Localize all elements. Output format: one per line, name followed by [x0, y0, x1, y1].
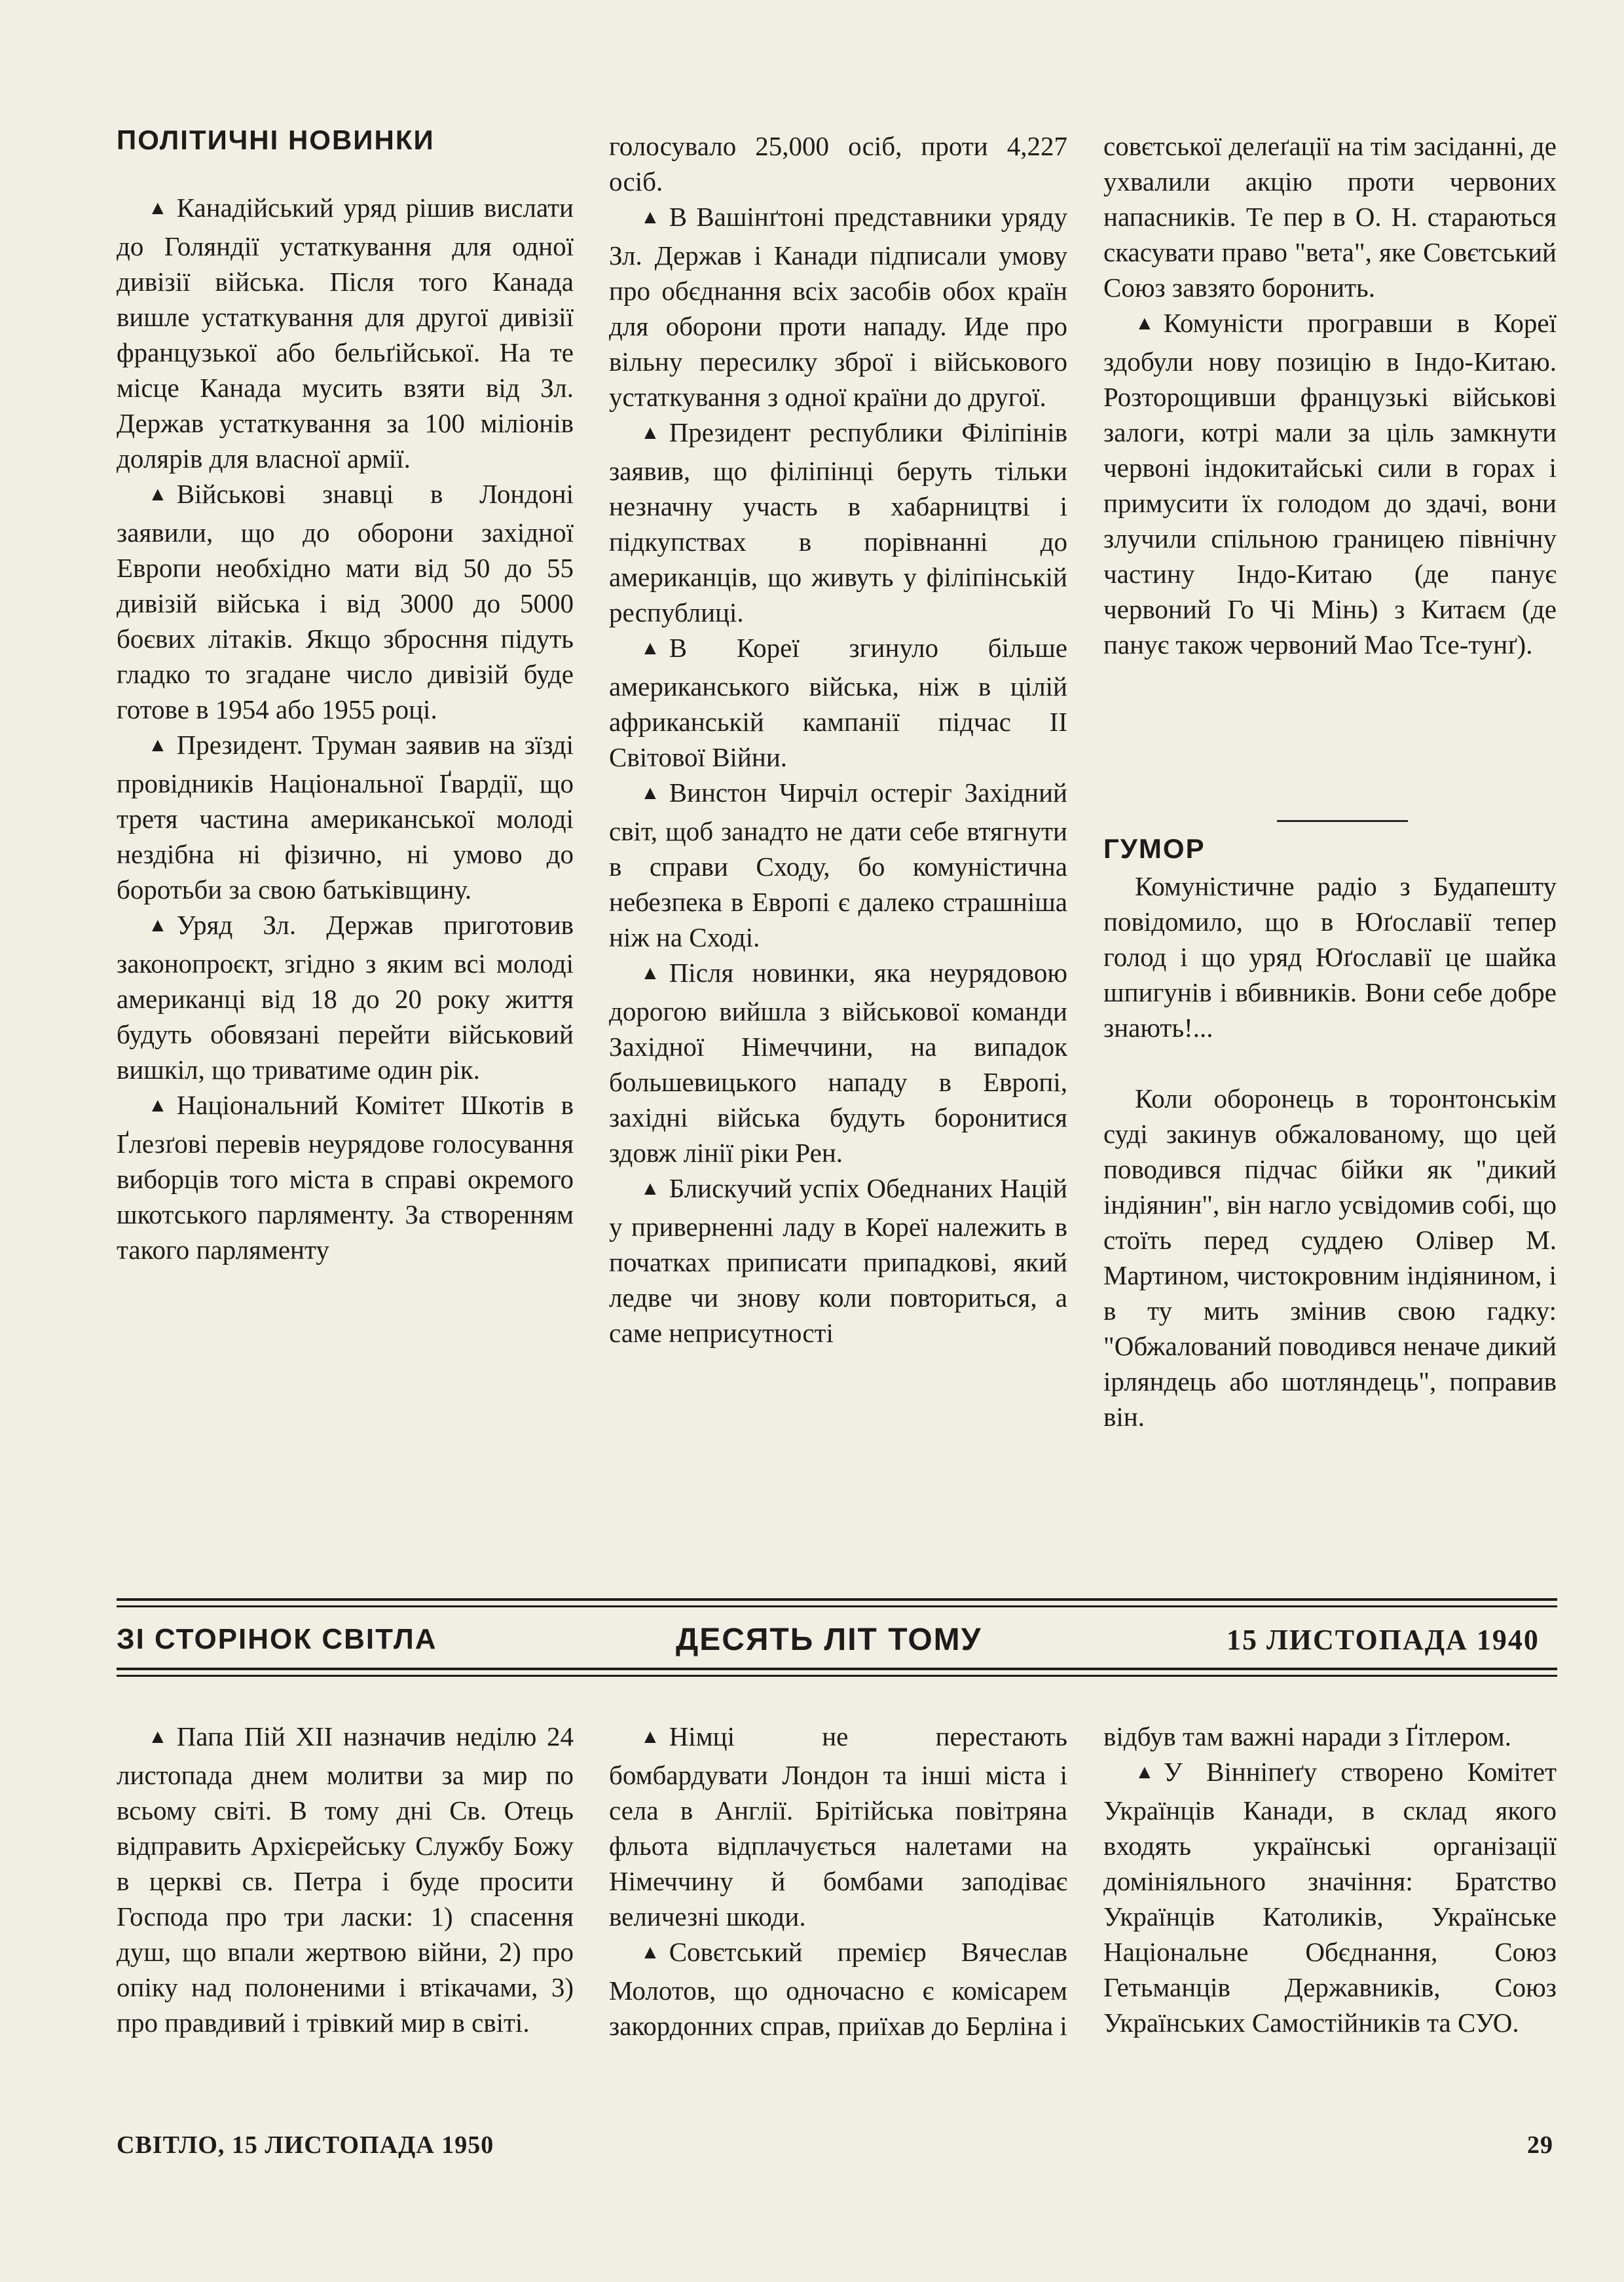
triangle-bullet-icon: ▲ — [148, 1726, 168, 1748]
news-item: ▲ Військові знавці в Лондоні заявили, що до оборони західної Европи необхідно мати від 50 до 55 дивізій війська і від 3000 до 5000 боєвих літаків. Якщо збросння підуть гладко то згадане число дивізій буде готове в 1954 або 1955 році. — [117, 476, 574, 727]
news-item: ▲ Винстон Чирчіл остеріг Західний світ, щоб занадто не дати себе втягнути в справи Сходу, бо комуністична небезпека в Европі є далеко страшніша ніж на Сході. — [609, 775, 1067, 955]
bottom-column-2 — [609, 1719, 1067, 2044]
triangle-bullet-icon: ▲ — [1135, 1761, 1154, 1783]
top-column-1 — [117, 124, 574, 1267]
continued-text: совєтської делеґації на тім засіданні, де ухвалили акцію проти червоних напасників. Те пер в О. Н. стараються скасувати право "вета", яке Совєтський Союз завзято боронить. — [1103, 131, 1557, 303]
section-title-ten-years-ago: ДЕСЯТЬ ЛІТ ТОМУ — [676, 1622, 982, 1657]
news-item: ▲ Канадійський уряд рішив вислати до Голяндії устаткування для одної дивізії війська. Після того Канада вишле устаткування для другої дивізії французької або бельґійської. На те місце Канада мусить взяти від Зл. Держав устаткування за 100 міліонів долярів для власної армії. — [117, 190, 574, 476]
news-item: ▲ Блискучий успіх Обеднаних Націй у приверненні ладу в Кореї належить в початках приписати припадкові, який ледве чи знову коли повториться, а саме неприсутності — [609, 1170, 1067, 1351]
triangle-bullet-icon: ▲ — [640, 962, 660, 984]
news-item: ▲ Президент. Труман заявив на зїзді провідників Національної Ґвардії, що третя частина американської молоді нездібна ні фізично, ні умово до боротьби за свою батьківщину. — [117, 727, 574, 907]
triangle-bullet-icon: ▲ — [148, 734, 168, 756]
news-item: ▲ Президент республики Філіпінів заявив, що філіпінці беруть тільки незначну участь в хабарництві і підкупствах в порівнанні до американців, що живуть у філіпінській республиці. — [609, 415, 1067, 630]
triangle-bullet-icon: ▲ — [640, 1726, 660, 1748]
humor-item: Комуністичне радіо з Будапешту повідомило, що в Юґославії тепер голод і що уряд Юґославії це шайка шпигунів і вбивників. Вони себе добре знають!... — [1103, 871, 1557, 1043]
triangle-bullet-icon: ▲ — [640, 1941, 660, 1963]
triangle-bullet-icon: ▲ — [148, 197, 168, 219]
section-heading-political-news: ПОЛІТИЧНІ НОВИНКИ — [117, 124, 435, 155]
triangle-bullet-icon: ▲ — [640, 206, 660, 228]
triangle-bullet-icon: ▲ — [148, 483, 168, 505]
triangle-bullet-icon: ▲ — [640, 782, 660, 804]
history-item: ▲ Папа Пій XII назначив неділю 24 листопада днем молитви за мир по всьому світі. В тому дні Св. Отець відправить Архієрейську Службу Божу в церкві св. Петра і буде просити Господа про три ласки: 1) спасення душ, що впали жертвою війни, 2) про опіку над полоненими і втікачами, 3) про правдивий і трівкий мир в світі. — [117, 1719, 574, 2040]
history-item: ▲ У Вінніпеґу створено Комітет Українців Канади, в склад якого входять українські організації домініяльного значіння: Братство Українців Католиків, Українське Національне Обєднання, Союз Гетьманців Державників, Союз Українських Самостійників та СУО. — [1103, 1754, 1557, 2040]
section-date: 15 ЛИСТОПАДА 1940 — [1227, 1624, 1540, 1656]
bottom-column-3 — [1103, 1719, 1557, 2040]
triangle-bullet-icon: ▲ — [148, 1094, 168, 1116]
footer-issue-date: СВІТЛО, 15 ЛИСТОПАДА 1950 — [117, 2131, 494, 2159]
news-item: ▲ В Кореї згинуло більше американського війська, ніж в цілій африканській кампанії підчас ІІ Світової Війни. — [609, 630, 1067, 775]
continued-text: відбув там важні наради з Ґітлером. — [1103, 1721, 1511, 1751]
continued-text: голосувало 25,000 осіб, проти 4,227 осіб. — [609, 131, 1067, 196]
section-heading-humor: ГУМОР — [1103, 833, 1206, 864]
top-column-3 — [1103, 128, 1557, 662]
news-item: ▲ Після новинки, яка неурядовою дорогою вийшла з військової команди Західної Німеччини, на випадок большевицького нападу в Европі, західні війська будуть боронитися здовж лінії ріки Рен. — [609, 955, 1067, 1170]
news-list-col1 — [117, 190, 574, 1267]
humor-item: Коли оборонець в торонтонськім суді закинув обжалованому, що цей поводився підчас бійки як "дикий індіянин", він нагло усвідомив собі, що стоїть перед суддею Олівер М. Мартином, чистокровним індіянином, і в ту мить змінив свою гадку: "Обжалований поводився неначе дикий ірляндець або шотляндець", поправив він. — [1103, 1083, 1557, 1432]
history-item: ▲ Німці не перестають бомбардувати Лондон та інші міста і села в Англії. Брітійська повітряна фльота відплачується налетами на Німеччину й бомбами заподіває величезні шкоди. — [609, 1719, 1067, 1934]
column-divider-rule — [1277, 820, 1408, 822]
triangle-bullet-icon: ▲ — [1135, 312, 1154, 334]
news-item: ▲ В Вашінґтоні представники уряду Зл. Держав і Канади підписали умову про обєднання всіх засобів обох країн для оборони проти нападу. Иде про вільну пересилку зброї і військового устаткування з одної країни до другої. — [609, 199, 1067, 415]
triangle-bullet-icon: ▲ — [640, 422, 660, 443]
section-rule-bottom — [117, 1668, 1557, 1677]
top-column-2 — [609, 128, 1067, 1351]
triangle-bullet-icon: ▲ — [148, 914, 168, 936]
news-item: ▲ Національний Комітет Шкотів в Ґлезґові перевів неурядове голосування виборців того міста в справі окремого шкотського парляменту. За створенням такого парляменту — [117, 1087, 574, 1267]
triangle-bullet-icon: ▲ — [640, 1178, 660, 1199]
news-item: ▲ Уряд Зл. Держав приготовив законопроєкт, згідно з яким всі молоді американці від 18 до 20 року життя будуть обовязані перейти військовий вишкіл, що триватиме один рік. — [117, 907, 574, 1087]
humor-section — [1103, 833, 1557, 1434]
page-number: 29 — [1527, 2131, 1553, 2159]
section-label-from-pages: ЗІ СТОРІНОК СВІТЛА — [117, 1623, 437, 1655]
section-rule-top — [117, 1598, 1557, 1607]
bottom-column-1 — [117, 1719, 574, 2040]
triangle-bullet-icon: ▲ — [640, 637, 660, 659]
news-item: ▲ Комуністи програвши в Кореї здобули нову позицію в Індо-Китаю. Розторощивши французькі військові залоги, котрі мали за ціль замкнути червоні індокитайські сили в горах і примусити їх голодом до здачі, вони злучили спільною границею північну частину Індо-Китаю (де панує червоний Го Чі Мінь) з Китаєм (де панує також червоний Мао Тсе-тунґ). — [1103, 305, 1557, 662]
history-item: ▲ Совєтський премієр Вячеслав Молотов, що одночасно є комісарем закордонних справ, приїхав до Берліна і — [609, 1934, 1067, 2044]
